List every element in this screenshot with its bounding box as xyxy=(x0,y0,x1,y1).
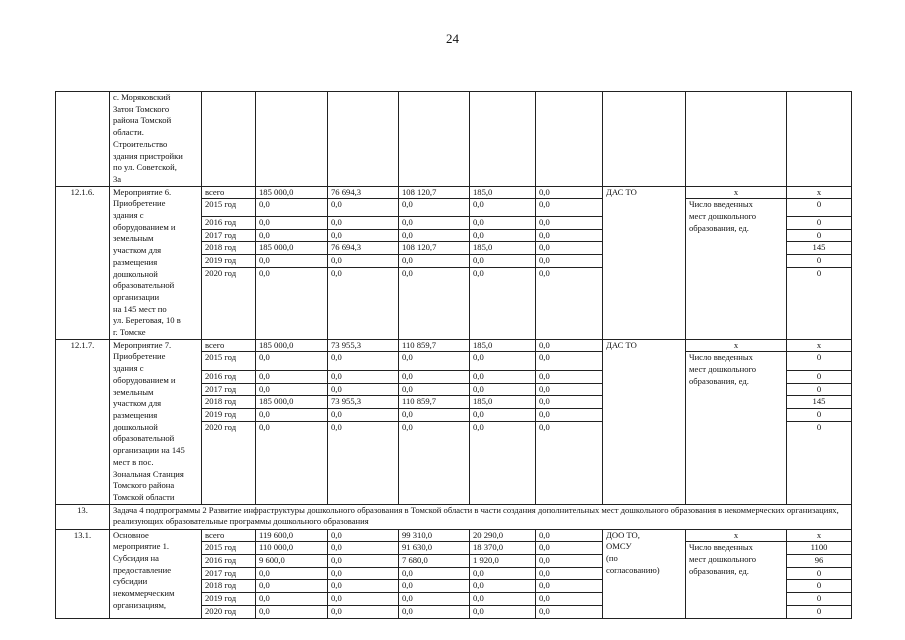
main-measure-1-name xyxy=(110,529,202,618)
measure-6-name-line: Мероприятие 6. xyxy=(113,186,172,197)
measure-6-name-line: г. Томске xyxy=(113,327,146,338)
measure-6-name-line: организации xyxy=(113,291,160,302)
amount-cell: 0,0 xyxy=(536,555,603,568)
table-body xyxy=(56,92,852,619)
measure-7-name xyxy=(110,339,202,504)
value-cell: 145 xyxy=(787,396,852,409)
amount-cell: 0,0 xyxy=(536,529,603,542)
amount-cell: 0,0 xyxy=(328,255,399,268)
year-cell: 2018 год xyxy=(202,242,256,255)
year-cell: 2018 год xyxy=(202,580,256,593)
measure-7-name-line: Приобретение xyxy=(113,351,166,362)
measure-6-name-line: на 145 мест по xyxy=(113,303,167,314)
year-cell: всего xyxy=(202,339,256,352)
amount-cell: 20 290,0 xyxy=(470,529,536,542)
year-cell: 2019 год xyxy=(202,408,256,421)
amount-cell: 0,0 xyxy=(399,580,470,593)
amount-cell: 0,0 xyxy=(399,267,470,339)
empty-cell xyxy=(536,92,603,187)
amount-cell: 0,0 xyxy=(536,255,603,268)
main-measure-1-executor-line: ОМСУ xyxy=(606,541,632,552)
value-cell: 96 xyxy=(787,555,852,568)
name-cell-line: Строительство xyxy=(113,138,168,149)
value-cell: 0 xyxy=(787,421,852,504)
value-cell: 0 xyxy=(787,199,852,217)
amount-cell: 0,0 xyxy=(470,255,536,268)
name-cell-line: области. xyxy=(113,127,144,138)
main-measure-1-name-line: мероприятие 1. xyxy=(113,541,170,552)
value-cell: х xyxy=(787,339,852,352)
code-cell xyxy=(56,92,110,187)
measure-7-name-line: дошкольной xyxy=(113,421,158,432)
amount-cell: 0,0 xyxy=(399,605,470,618)
amount-cell: 0,0 xyxy=(399,255,470,268)
measure-7-name-line: размещения xyxy=(113,409,158,420)
measure-7-indicator-line: образования, ед. xyxy=(689,375,749,386)
name-cell-line: с. Моряковский xyxy=(113,92,171,102)
measure-6-indicator-line: Число введенных xyxy=(689,199,753,210)
value-cell: 0 xyxy=(787,267,852,339)
amount-cell: 0,0 xyxy=(328,352,399,370)
year-cell: 2017 год xyxy=(202,383,256,396)
value-cell: 0 xyxy=(787,352,852,370)
year-cell: 2015 год xyxy=(202,199,256,217)
amount-cell: 0,0 xyxy=(536,408,603,421)
name-cell-line: 3а xyxy=(113,173,122,184)
year-cell: 2016 год xyxy=(202,555,256,568)
main-measure-1-executor-line: согласованию) xyxy=(606,564,660,575)
main-measure-1-name-line: Основное xyxy=(113,529,149,540)
measure-7-name-line: оборудованием и xyxy=(113,374,176,385)
year-cell: 2017 год xyxy=(202,567,256,580)
name-cell-line: по ул. Советской, xyxy=(113,162,177,173)
measure-6-executor xyxy=(603,186,686,339)
amount-cell: 0,0 xyxy=(328,267,399,339)
amount-cell: 0,0 xyxy=(470,229,536,242)
empty-cell xyxy=(470,92,536,187)
amount-cell: 0,0 xyxy=(256,199,328,217)
amount-cell: 0,0 xyxy=(399,216,470,229)
amount-cell: 0,0 xyxy=(536,421,603,504)
amount-cell: 0,0 xyxy=(536,593,603,606)
amount-cell: 0,0 xyxy=(536,199,603,217)
amount-cell: 0,0 xyxy=(256,255,328,268)
amount-cell: 0,0 xyxy=(328,567,399,580)
amount-cell: 0,0 xyxy=(536,580,603,593)
amount-cell: 0,0 xyxy=(399,421,470,504)
measure-7-name-line: Томской области xyxy=(113,491,175,502)
amount-cell: 0,0 xyxy=(328,580,399,593)
year-cell: 2016 год xyxy=(202,370,256,383)
amount-cell: 0,0 xyxy=(536,605,603,618)
amount-cell: 0,0 xyxy=(256,421,328,504)
amount-cell: 0,0 xyxy=(536,186,603,199)
measure-6-name-line: участком для xyxy=(113,245,162,256)
year-cell: всего xyxy=(202,186,256,199)
empty-cell xyxy=(202,92,256,187)
measure-7-indicator xyxy=(686,352,787,504)
amount-cell: 0,0 xyxy=(256,370,328,383)
empty-cell xyxy=(787,92,852,187)
amount-cell: 0,0 xyxy=(256,580,328,593)
amount-cell: 108 120,7 xyxy=(399,186,470,199)
amount-cell: 76 694,3 xyxy=(328,242,399,255)
value-cell: 0 xyxy=(787,383,852,396)
main-measure-1-name-line: предоставление xyxy=(113,564,172,575)
amount-cell: 185 000,0 xyxy=(256,396,328,409)
program-table xyxy=(55,91,852,619)
table-row xyxy=(56,529,852,542)
amount-cell: 0,0 xyxy=(328,408,399,421)
measure-6-name-line: дошкольной xyxy=(113,268,158,279)
main-measure-1-code: 13.1. xyxy=(56,529,110,618)
amount-cell: 0,0 xyxy=(399,199,470,217)
amount-cell: 0,0 xyxy=(256,605,328,618)
main-measure-1-executor-line: ДОО ТО, xyxy=(606,529,640,540)
amount-cell: 0,0 xyxy=(399,567,470,580)
amount-cell: 0,0 xyxy=(399,593,470,606)
amount-cell: 0,0 xyxy=(328,229,399,242)
value-cell: 0 xyxy=(787,605,852,618)
amount-cell: 0,0 xyxy=(470,383,536,396)
measure-6-name-line: образовательной xyxy=(113,280,175,291)
measure-7-name-line: здания с xyxy=(113,363,144,374)
year-cell: 2017 год xyxy=(202,229,256,242)
amount-cell: 0,0 xyxy=(470,370,536,383)
main-measure-1-executor-line: (по xyxy=(606,553,618,564)
amount-cell: 0,0 xyxy=(470,567,536,580)
amount-cell: 0,0 xyxy=(470,267,536,339)
amount-cell: 0,0 xyxy=(399,408,470,421)
value-cell: 0 xyxy=(787,216,852,229)
amount-cell: 110 859,7 xyxy=(399,339,470,352)
amount-cell: 0,0 xyxy=(470,421,536,504)
amount-cell: 110 859,7 xyxy=(399,396,470,409)
measure-7-name-line: Зональная Станция xyxy=(113,468,184,479)
measure-7-code: 12.1.7. xyxy=(56,339,110,504)
amount-cell: 119 600,0 xyxy=(256,529,328,542)
table-row xyxy=(56,186,852,199)
measure-7-name-line: участком для xyxy=(113,398,162,409)
value-cell: 145 xyxy=(787,242,852,255)
amount-cell: 0,0 xyxy=(536,542,603,555)
indicator-x-cell: х xyxy=(686,529,787,542)
amount-cell: 18 370,0 xyxy=(470,542,536,555)
amount-cell: 0,0 xyxy=(328,593,399,606)
amount-cell: 0,0 xyxy=(328,383,399,396)
value-cell: х xyxy=(787,529,852,542)
main-measure-1-name-line: некоммерческим xyxy=(113,588,175,599)
measure-6-name-line: оборудованием и xyxy=(113,221,176,232)
amount-cell: 0,0 xyxy=(470,199,536,217)
amount-cell: 0,0 xyxy=(536,339,603,352)
amount-cell: 0,0 xyxy=(536,370,603,383)
amount-cell: 0,0 xyxy=(536,352,603,370)
value-cell: 0 xyxy=(787,255,852,268)
amount-cell: 185,0 xyxy=(470,242,536,255)
measure-7-executor xyxy=(603,339,686,504)
amount-cell: 73 955,3 xyxy=(328,339,399,352)
amount-cell: 0,0 xyxy=(256,267,328,339)
amount-cell: 73 955,3 xyxy=(328,396,399,409)
empty-cell xyxy=(399,92,470,187)
amount-cell: 91 630,0 xyxy=(399,542,470,555)
indicator-x-cell: х xyxy=(686,186,787,199)
measure-7-name-line: мест в пос. xyxy=(113,456,154,467)
measure-7-name-line: Томского района xyxy=(113,480,175,491)
main-measure-1-indicator-line: образования, ед. xyxy=(689,565,749,576)
year-cell: 2015 год xyxy=(202,542,256,555)
amount-cell: 185,0 xyxy=(470,186,536,199)
amount-cell: 110 000,0 xyxy=(256,542,328,555)
year-cell: 2015 год xyxy=(202,352,256,370)
name-cell-line: здания пристройки xyxy=(113,150,183,161)
measure-6-name-line: здания с xyxy=(113,210,144,221)
main-measure-1-indicator-line: мест дошкольного xyxy=(689,554,757,565)
amount-cell: 76 694,3 xyxy=(328,186,399,199)
amount-cell: 0,0 xyxy=(536,242,603,255)
indicator-x-cell: х xyxy=(686,339,787,352)
value-cell: 0 xyxy=(787,593,852,606)
measure-6-name-line: размещения xyxy=(113,256,158,267)
amount-cell: 7 680,0 xyxy=(399,555,470,568)
year-cell: 2020 год xyxy=(202,267,256,339)
year-cell: 2019 год xyxy=(202,255,256,268)
empty-cell xyxy=(328,92,399,187)
amount-cell: 0,0 xyxy=(470,580,536,593)
year-cell: 2016 год xyxy=(202,216,256,229)
amount-cell: 0,0 xyxy=(470,593,536,606)
amount-cell: 0,0 xyxy=(256,229,328,242)
amount-cell: 0,0 xyxy=(399,383,470,396)
measure-6-indicator-line: образования, ед. xyxy=(689,222,749,233)
amount-cell: 0,0 xyxy=(328,542,399,555)
year-cell: 2018 год xyxy=(202,396,256,409)
amount-cell: 0,0 xyxy=(399,352,470,370)
measure-7-name-line: организации на 145 xyxy=(113,445,185,456)
empty-cell xyxy=(603,92,686,187)
value-cell: 1100 xyxy=(787,542,852,555)
table-row xyxy=(56,92,852,187)
measure-7-name-line: образовательной xyxy=(113,433,175,444)
task-code: 13. xyxy=(56,504,110,529)
value-cell: 0 xyxy=(787,567,852,580)
name-cell xyxy=(110,92,202,187)
table-row xyxy=(56,339,852,352)
amount-cell: 1 920,0 xyxy=(470,555,536,568)
amount-cell: 0,0 xyxy=(536,396,603,409)
measure-7-indicator-line: Число введенных xyxy=(689,352,753,363)
amount-cell: 0,0 xyxy=(328,421,399,504)
amount-cell: 0,0 xyxy=(328,605,399,618)
amount-cell: 185 000,0 xyxy=(256,186,328,199)
amount-cell: 0,0 xyxy=(470,408,536,421)
amount-cell: 0,0 xyxy=(256,216,328,229)
measure-7-name-line: Мероприятие 7. xyxy=(113,339,172,350)
measure-6-name-line: земельным xyxy=(113,233,154,244)
value-cell: 0 xyxy=(787,408,852,421)
value-cell: 0 xyxy=(787,229,852,242)
measure-7-indicator-line: мест дошкольного xyxy=(689,364,757,375)
amount-cell: 0,0 xyxy=(470,352,536,370)
measure-6-indicator xyxy=(686,199,787,339)
measure-6-executor-line: ДАС ТО xyxy=(606,186,637,197)
amount-cell: 0,0 xyxy=(328,199,399,217)
name-cell-line: района Томской xyxy=(113,115,172,126)
amount-cell: 0,0 xyxy=(256,383,328,396)
measure-6-name-line: Приобретение xyxy=(113,198,166,209)
year-cell: 2020 год xyxy=(202,605,256,618)
amount-cell: 0,0 xyxy=(256,593,328,606)
amount-cell: 0,0 xyxy=(536,216,603,229)
value-cell: х xyxy=(787,186,852,199)
amount-cell: 0,0 xyxy=(256,408,328,421)
measure-7-executor-line: ДАС ТО xyxy=(606,339,637,350)
amount-cell: 0,0 xyxy=(328,216,399,229)
amount-cell: 0,0 xyxy=(399,229,470,242)
main-measure-1-name-line: субсидии xyxy=(113,576,148,587)
amount-cell: 0,0 xyxy=(328,529,399,542)
amount-cell: 99 310,0 xyxy=(399,529,470,542)
measure-6-code: 12.1.6. xyxy=(56,186,110,339)
amount-cell: 185,0 xyxy=(470,339,536,352)
amount-cell: 0,0 xyxy=(328,555,399,568)
measure-6-indicator-line: мест дошкольного xyxy=(689,211,757,222)
amount-cell: 0,0 xyxy=(399,370,470,383)
amount-cell: 0,0 xyxy=(536,229,603,242)
main-measure-1-indicator xyxy=(686,542,787,618)
main-measure-1-indicator-line: Число введенных xyxy=(689,542,753,553)
main-measure-1-name-line: организациям, xyxy=(113,599,167,610)
task-row xyxy=(56,504,852,529)
amount-cell: 185 000,0 xyxy=(256,339,328,352)
amount-cell: 0,0 xyxy=(470,605,536,618)
amount-cell: 0,0 xyxy=(328,370,399,383)
amount-cell: 0,0 xyxy=(256,352,328,370)
value-cell: 0 xyxy=(787,580,852,593)
amount-cell: 185 000,0 xyxy=(256,242,328,255)
main-measure-1-executor xyxy=(603,529,686,618)
main-measure-1-name-line: Субсидия на xyxy=(113,553,159,564)
measure-7-name-line: земельным xyxy=(113,386,154,397)
amount-cell: 0,0 xyxy=(536,383,603,396)
year-cell: 2019 год xyxy=(202,593,256,606)
empty-cell xyxy=(256,92,328,187)
name-cell-line: Затон Томского xyxy=(113,103,170,114)
measure-6-name xyxy=(110,186,202,339)
page-number: 24 xyxy=(446,31,459,46)
amount-cell: 9 600,0 xyxy=(256,555,328,568)
task-text: Задача 4 подпрограммы 2 Развитие инфраструктуры дошкольного образования в Томской области в части создания дополнительных мест дошкольного образования в некоммерческих организациях, реализующих образовательные программы дошкольного образования xyxy=(110,504,852,529)
amount-cell: 0,0 xyxy=(536,567,603,580)
amount-cell: 185,0 xyxy=(470,396,536,409)
empty-cell xyxy=(686,92,787,187)
year-cell: 2020 год xyxy=(202,421,256,504)
amount-cell: 0,0 xyxy=(536,267,603,339)
measure-6-name-line: ул. Береговая, 10 в xyxy=(113,315,181,326)
amount-cell: 0,0 xyxy=(256,567,328,580)
amount-cell: 108 120,7 xyxy=(399,242,470,255)
amount-cell: 0,0 xyxy=(470,216,536,229)
value-cell: 0 xyxy=(787,370,852,383)
year-cell: всего xyxy=(202,529,256,542)
